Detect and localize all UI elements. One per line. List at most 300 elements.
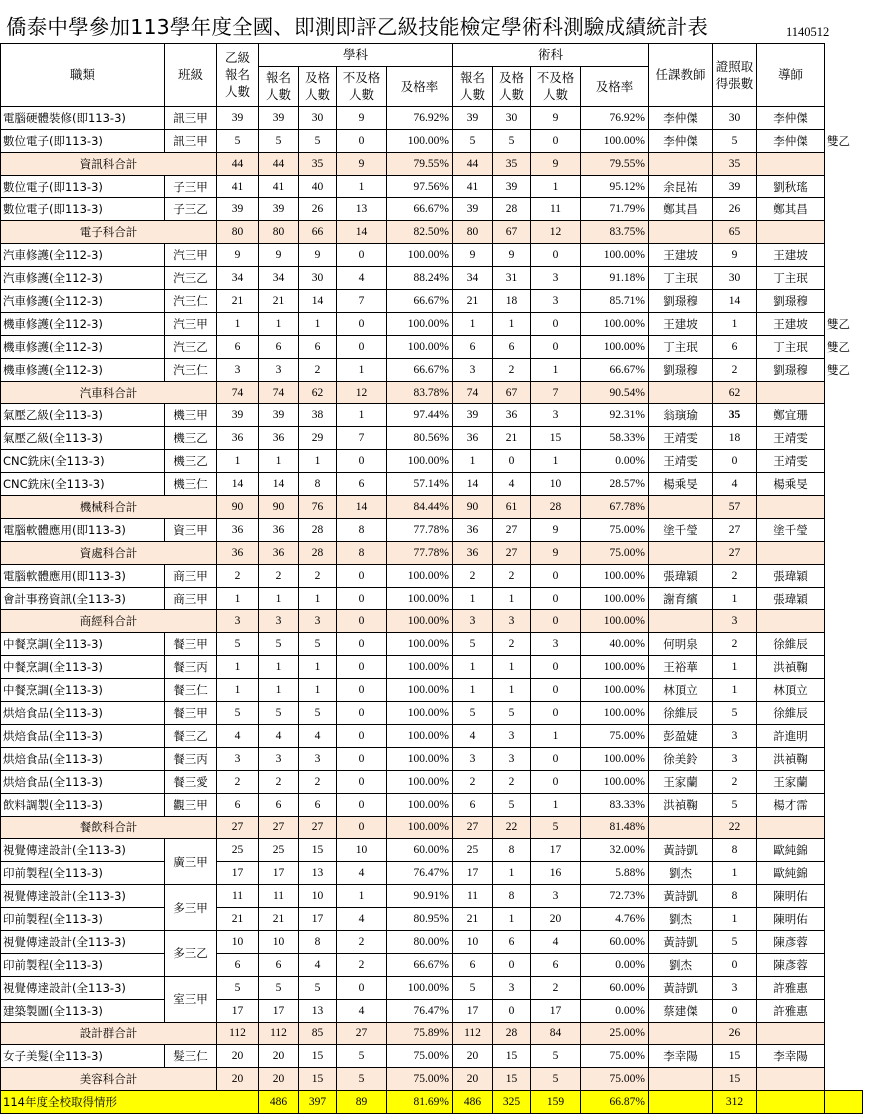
class-cell: 餐三丙 bbox=[165, 747, 217, 770]
subtotal-label: 設計群合計 bbox=[1, 1022, 217, 1045]
spacer-cell bbox=[825, 816, 863, 839]
note-cell: 雙乙 bbox=[827, 133, 850, 148]
academic-reg-cell: 1 bbox=[259, 656, 299, 679]
header-class: 班級 bbox=[165, 44, 217, 107]
practical-fail-cell: 1 bbox=[531, 358, 581, 381]
practical-fail-cell: 0 bbox=[531, 747, 581, 770]
practical-reg-cell: 74 bbox=[453, 381, 493, 404]
class-cell: 汽三仁 bbox=[165, 290, 217, 313]
registered-cell: 36 bbox=[217, 427, 259, 450]
practical-pass-cell: 1 bbox=[493, 312, 531, 335]
program-cell: 烘焙食品(全113-3) bbox=[1, 702, 165, 725]
academic-reg-cell: 10 bbox=[259, 930, 299, 953]
academic-reg-cell: 36 bbox=[259, 427, 299, 450]
practical-pass-cell: 28 bbox=[493, 198, 531, 221]
academic-reg-cell: 34 bbox=[259, 267, 299, 290]
registered-cell: 20 bbox=[217, 1068, 259, 1091]
registered-cell: 1 bbox=[217, 587, 259, 610]
academic-reg-cell: 6 bbox=[259, 953, 299, 976]
practical-reg-cell: 3 bbox=[453, 610, 493, 633]
academic-reg-cell: 21 bbox=[259, 290, 299, 313]
academic-pass-cell: 9 bbox=[299, 244, 337, 267]
practical-fail-cell: 12 bbox=[531, 221, 581, 244]
academic-rate-cell: 66.67% bbox=[387, 358, 453, 381]
mentor-cell bbox=[757, 152, 825, 175]
academic-reg-cell: 11 bbox=[259, 885, 299, 908]
practical-pass-cell: 67 bbox=[493, 381, 531, 404]
practical-pass-cell: 18 bbox=[493, 290, 531, 313]
practical-fail-cell: 1 bbox=[531, 793, 581, 816]
registered-cell: 39 bbox=[217, 404, 259, 427]
class-cell: 汽三乙 bbox=[165, 335, 217, 358]
mentor-cell bbox=[757, 541, 825, 564]
program-cell: 汽車修護(全112-3) bbox=[1, 267, 165, 290]
academic-pass-cell: 14 bbox=[299, 290, 337, 313]
registered-cell: 17 bbox=[217, 862, 259, 885]
practical-rate-cell: 100.00% bbox=[581, 679, 649, 702]
academic-reg-cell: 5 bbox=[259, 702, 299, 725]
program-cell: 氣壓乙級(全113-3) bbox=[1, 427, 165, 450]
registered-cell: 3 bbox=[217, 747, 259, 770]
practical-fail-cell: 1 bbox=[531, 724, 581, 747]
practical-fail-cell: 1 bbox=[531, 450, 581, 473]
class-cell: 廣三甲 bbox=[165, 839, 217, 885]
header-practical-fail: 不及格人數 bbox=[531, 66, 581, 106]
subtotal-row bbox=[1, 221, 863, 244]
teacher-cell: 劉杰 bbox=[649, 908, 713, 931]
practical-rate-cell: 83.75% bbox=[581, 221, 649, 244]
practical-rate-cell: 91.18% bbox=[581, 267, 649, 290]
subtotal-label: 電子科合計 bbox=[1, 221, 217, 244]
mentor-cell bbox=[757, 496, 825, 519]
certs-cell: 1 bbox=[713, 587, 757, 610]
registered-cell: 17 bbox=[217, 999, 259, 1022]
academic-fail-cell: 13 bbox=[337, 198, 387, 221]
practical-fail-cell: 159 bbox=[531, 1091, 581, 1114]
note-cell bbox=[825, 450, 863, 473]
class-cell: 子三甲 bbox=[165, 175, 217, 198]
academic-reg-cell: 74 bbox=[259, 381, 299, 404]
teacher-cell: 劉杰 bbox=[649, 953, 713, 976]
academic-rate-cell: 83.78% bbox=[387, 381, 453, 404]
academic-pass-cell: 29 bbox=[299, 427, 337, 450]
academic-fail-cell: 1 bbox=[337, 175, 387, 198]
academic-rate-cell: 66.67% bbox=[387, 953, 453, 976]
mentor-cell bbox=[757, 381, 825, 404]
practical-pass-cell: 2 bbox=[493, 358, 531, 381]
class-cell: 餐三丙 bbox=[165, 656, 217, 679]
practical-rate-cell: 0.00% bbox=[581, 953, 649, 976]
note-cell bbox=[825, 953, 863, 976]
teacher-cell: 李仲傑 bbox=[649, 129, 713, 152]
table-row bbox=[1, 908, 863, 931]
academic-reg-cell: 3 bbox=[259, 747, 299, 770]
table-row bbox=[1, 335, 863, 358]
academic-fail-cell: 4 bbox=[337, 267, 387, 290]
academic-rate-cell: 100.00% bbox=[387, 816, 453, 839]
academic-fail-cell: 89 bbox=[337, 1091, 387, 1114]
practical-rate-cell: 100.00% bbox=[581, 770, 649, 793]
academic-pass-cell: 397 bbox=[299, 1091, 337, 1114]
academic-fail-cell: 2 bbox=[337, 953, 387, 976]
practical-reg-cell: 1 bbox=[453, 656, 493, 679]
academic-pass-cell: 17 bbox=[299, 908, 337, 931]
academic-fail-cell: 0 bbox=[337, 747, 387, 770]
program-cell: 視覺傳達設計(全113-3) bbox=[1, 885, 165, 908]
academic-pass-cell: 1 bbox=[299, 450, 337, 473]
certs-cell: 65 bbox=[713, 221, 757, 244]
practical-pass-cell: 4 bbox=[493, 473, 531, 496]
class-cell: 汽三甲 bbox=[165, 244, 217, 267]
table-row bbox=[1, 885, 863, 908]
mentor-cell: 李幸陽 bbox=[757, 1045, 825, 1068]
note-cell bbox=[825, 976, 863, 999]
mentor-cell: 林頂立 bbox=[757, 679, 825, 702]
practical-fail-cell: 0 bbox=[531, 702, 581, 725]
practical-rate-cell: 60.00% bbox=[581, 930, 649, 953]
note-cell bbox=[825, 564, 863, 587]
note-cell: 雙乙 bbox=[827, 339, 850, 354]
teacher-cell bbox=[649, 152, 713, 175]
academic-fail-cell: 4 bbox=[337, 908, 387, 931]
mentor-cell: 洪禎鞠 bbox=[757, 656, 825, 679]
practical-fail-cell: 0 bbox=[531, 679, 581, 702]
spacer-cell bbox=[825, 496, 863, 519]
academic-pass-cell: 6 bbox=[299, 335, 337, 358]
certs-cell: 0 bbox=[713, 953, 757, 976]
practical-reg-cell: 17 bbox=[453, 999, 493, 1022]
subtotal-row bbox=[1, 816, 863, 839]
academic-pass-cell: 1 bbox=[299, 656, 337, 679]
practical-pass-cell: 3 bbox=[493, 747, 531, 770]
academic-rate-cell: 84.44% bbox=[387, 496, 453, 519]
teacher-cell: 王靖雯 bbox=[649, 450, 713, 473]
program-cell: 汽車修護(全112-3) bbox=[1, 244, 165, 267]
program-cell: 烘焙食品(全113-3) bbox=[1, 747, 165, 770]
practical-pass-cell: 35 bbox=[493, 152, 531, 175]
practical-rate-cell: 0.00% bbox=[581, 450, 649, 473]
class-cell: 觀三甲 bbox=[165, 793, 217, 816]
mentor-cell: 鄭其昌 bbox=[757, 198, 825, 221]
teacher-cell: 何明泉 bbox=[649, 633, 713, 656]
academic-fail-cell: 8 bbox=[337, 518, 387, 541]
academic-fail-cell: 0 bbox=[337, 244, 387, 267]
registered-cell: 90 bbox=[217, 496, 259, 519]
academic-fail-cell: 0 bbox=[337, 702, 387, 725]
practical-reg-cell: 36 bbox=[453, 518, 493, 541]
registered-cell: 3 bbox=[217, 610, 259, 633]
practical-pass-cell: 1 bbox=[493, 656, 531, 679]
mentor-cell: 徐維辰 bbox=[757, 633, 825, 656]
class-cell: 汽三仁 bbox=[165, 358, 217, 381]
registered-cell: 5 bbox=[217, 633, 259, 656]
practical-reg-cell: 4 bbox=[453, 724, 493, 747]
practical-reg-cell: 6 bbox=[453, 953, 493, 976]
practical-reg-cell: 11 bbox=[453, 885, 493, 908]
note-cell bbox=[825, 656, 863, 679]
academic-fail-cell: 0 bbox=[337, 564, 387, 587]
program-cell: 數位電子(即113-3) bbox=[1, 175, 165, 198]
academic-pass-cell: 4 bbox=[299, 953, 337, 976]
certs-cell: 30 bbox=[713, 106, 757, 129]
certs-cell: 35 bbox=[713, 152, 757, 175]
teacher-cell bbox=[649, 816, 713, 839]
mentor-cell: 陳彥蓉 bbox=[757, 930, 825, 953]
certs-cell: 15 bbox=[713, 1045, 757, 1068]
practical-rate-cell: 76.92% bbox=[581, 106, 649, 129]
certs-cell: 1 bbox=[713, 656, 757, 679]
header-practical-reg: 報名人數 bbox=[453, 66, 493, 106]
subtotal-label: 商經科合計 bbox=[1, 610, 217, 633]
practical-reg-cell: 2 bbox=[453, 564, 493, 587]
header-practical: 術科 bbox=[453, 44, 649, 67]
practical-reg-cell: 36 bbox=[453, 541, 493, 564]
subtotal-label: 汽車科合計 bbox=[1, 381, 217, 404]
practical-rate-cell: 85.71% bbox=[581, 290, 649, 313]
academic-rate-cell: 81.69% bbox=[387, 1091, 453, 1114]
teacher-cell bbox=[649, 1022, 713, 1045]
table-row bbox=[1, 770, 863, 793]
note-cell bbox=[825, 770, 863, 793]
teacher-cell: 彭盈婕 bbox=[649, 724, 713, 747]
academic-rate-cell: 100.00% bbox=[387, 747, 453, 770]
academic-fail-cell: 9 bbox=[337, 106, 387, 129]
spacer-cell bbox=[825, 610, 863, 633]
teacher-cell bbox=[649, 496, 713, 519]
class-cell: 餐三愛 bbox=[165, 770, 217, 793]
academic-pass-cell: 38 bbox=[299, 404, 337, 427]
note-cell bbox=[825, 198, 863, 221]
academic-fail-cell: 0 bbox=[337, 587, 387, 610]
practical-fail-cell: 5 bbox=[531, 1068, 581, 1091]
teacher-cell bbox=[649, 541, 713, 564]
academic-pass-cell: 1 bbox=[299, 312, 337, 335]
registered-cell: 6 bbox=[217, 793, 259, 816]
mentor-cell: 陳彥蓉 bbox=[757, 953, 825, 976]
practical-fail-cell: 15 bbox=[531, 427, 581, 450]
certs-cell: 22 bbox=[713, 816, 757, 839]
mentor-cell: 王靖雯 bbox=[757, 427, 825, 450]
registered-cell: 5 bbox=[217, 702, 259, 725]
teacher-cell: 劉璟穆 bbox=[649, 290, 713, 313]
academic-rate-cell: 100.00% bbox=[387, 312, 453, 335]
academic-pass-cell: 5 bbox=[299, 129, 337, 152]
mentor-cell: 王靖雯 bbox=[757, 450, 825, 473]
table-row bbox=[1, 450, 863, 473]
teacher-cell: 洪禎鞠 bbox=[649, 793, 713, 816]
teacher-cell: 王家蘭 bbox=[649, 770, 713, 793]
mentor-cell bbox=[757, 221, 825, 244]
certs-cell: 1 bbox=[713, 908, 757, 931]
practical-pass-cell: 5 bbox=[493, 702, 531, 725]
note-cell bbox=[825, 885, 863, 908]
program-cell: 印前製程(全113-3) bbox=[1, 908, 165, 931]
practical-reg-cell: 6 bbox=[453, 793, 493, 816]
mentor-cell: 陳明佑 bbox=[757, 908, 825, 931]
academic-pass-cell: 6 bbox=[299, 793, 337, 816]
table-row bbox=[1, 862, 863, 885]
academic-reg-cell: 41 bbox=[259, 175, 299, 198]
practical-fail-cell: 84 bbox=[531, 1022, 581, 1045]
practical-pass-cell: 36 bbox=[493, 404, 531, 427]
academic-reg-cell: 3 bbox=[259, 610, 299, 633]
academic-pass-cell: 8 bbox=[299, 473, 337, 496]
academic-fail-cell: 7 bbox=[337, 290, 387, 313]
practical-pass-cell: 28 bbox=[493, 1022, 531, 1045]
academic-reg-cell: 27 bbox=[259, 816, 299, 839]
academic-rate-cell: 75.89% bbox=[387, 1022, 453, 1045]
registered-cell: 27 bbox=[217, 816, 259, 839]
certs-cell: 3 bbox=[713, 976, 757, 999]
academic-pass-cell: 35 bbox=[299, 152, 337, 175]
practical-fail-cell: 5 bbox=[531, 816, 581, 839]
practical-pass-cell: 67 bbox=[493, 221, 531, 244]
certs-cell: 35 bbox=[713, 404, 757, 427]
practical-fail-cell: 0 bbox=[531, 656, 581, 679]
mentor-cell: 塗千瑩 bbox=[757, 518, 825, 541]
certs-cell: 26 bbox=[713, 1022, 757, 1045]
academic-pass-cell: 13 bbox=[299, 999, 337, 1022]
academic-rate-cell: 100.00% bbox=[387, 679, 453, 702]
practical-reg-cell: 1 bbox=[453, 587, 493, 610]
practical-reg-cell: 5 bbox=[453, 976, 493, 999]
practical-reg-cell: 1 bbox=[453, 312, 493, 335]
practical-fail-cell: 0 bbox=[531, 587, 581, 610]
certs-cell: 1 bbox=[713, 862, 757, 885]
registered-cell: 1 bbox=[217, 679, 259, 702]
academic-pass-cell: 8 bbox=[299, 930, 337, 953]
practical-pass-cell: 15 bbox=[493, 1045, 531, 1068]
certs-cell: 1 bbox=[713, 312, 757, 335]
academic-fail-cell: 8 bbox=[337, 541, 387, 564]
class-cell: 汽三乙 bbox=[165, 267, 217, 290]
academic-pass-cell: 30 bbox=[299, 106, 337, 129]
program-cell: 中餐烹調(全113-3) bbox=[1, 679, 165, 702]
practical-fail-cell: 11 bbox=[531, 198, 581, 221]
practical-rate-cell: 66.67% bbox=[581, 358, 649, 381]
practical-pass-cell: 3 bbox=[493, 724, 531, 747]
certs-cell: 30 bbox=[713, 267, 757, 290]
certs-cell: 3 bbox=[713, 610, 757, 633]
practical-reg-cell: 39 bbox=[453, 404, 493, 427]
program-cell: 電腦硬體裝修(即113-3) bbox=[1, 106, 165, 129]
subtotal-label: 機械科合計 bbox=[1, 496, 217, 519]
table-row bbox=[1, 976, 863, 999]
practical-reg-cell: 21 bbox=[453, 290, 493, 313]
note-cell bbox=[825, 587, 863, 610]
table-row bbox=[1, 587, 863, 610]
academic-fail-cell: 0 bbox=[337, 793, 387, 816]
registered-cell: 1 bbox=[217, 312, 259, 335]
academic-fail-cell: 1 bbox=[337, 404, 387, 427]
spacer-cell bbox=[825, 1068, 863, 1091]
registered-cell: 20 bbox=[217, 1045, 259, 1068]
note-cell bbox=[825, 999, 863, 1022]
practical-reg-cell: 112 bbox=[453, 1022, 493, 1045]
certs-cell: 15 bbox=[713, 1068, 757, 1091]
registered-cell: 9 bbox=[217, 244, 259, 267]
academic-rate-cell: 79.55% bbox=[387, 152, 453, 175]
mentor-cell: 徐維辰 bbox=[757, 702, 825, 725]
practical-reg-cell: 5 bbox=[453, 702, 493, 725]
academic-fail-cell: 6 bbox=[337, 473, 387, 496]
mentor-cell: 許進明 bbox=[757, 724, 825, 747]
class-cell: 機三乙 bbox=[165, 450, 217, 473]
table-row bbox=[1, 747, 863, 770]
mentor-cell bbox=[757, 610, 825, 633]
note-cell bbox=[825, 679, 863, 702]
header-registered: 乙級報名人數 bbox=[217, 44, 259, 107]
practical-fail-cell: 3 bbox=[531, 267, 581, 290]
program-cell: 烘焙食品(全113-3) bbox=[1, 770, 165, 793]
header-academic-pass: 及格人數 bbox=[299, 66, 337, 106]
registered-cell: 36 bbox=[217, 541, 259, 564]
registered-cell: 6 bbox=[217, 335, 259, 358]
academic-reg-cell: 21 bbox=[259, 908, 299, 931]
practical-rate-cell: 100.00% bbox=[581, 656, 649, 679]
academic-reg-cell: 5 bbox=[259, 129, 299, 152]
table-row bbox=[1, 633, 863, 656]
practical-fail-cell: 0 bbox=[531, 129, 581, 152]
note-cell bbox=[825, 267, 863, 290]
class-cell: 機三乙 bbox=[165, 427, 217, 450]
practical-reg-cell: 20 bbox=[453, 1045, 493, 1068]
practical-rate-cell: 92.31% bbox=[581, 404, 649, 427]
practical-reg-cell: 41 bbox=[453, 175, 493, 198]
certs-cell: 0 bbox=[713, 450, 757, 473]
header-practical-rate: 及格率 bbox=[581, 66, 649, 106]
program-cell: 氣壓乙級(全113-3) bbox=[1, 404, 165, 427]
program-cell: 電腦軟體應用(即113-3) bbox=[1, 564, 165, 587]
academic-rate-cell: 100.00% bbox=[387, 633, 453, 656]
practical-rate-cell: 4.76% bbox=[581, 908, 649, 931]
academic-pass-cell: 30 bbox=[299, 267, 337, 290]
practical-reg-cell: 3 bbox=[453, 747, 493, 770]
academic-fail-cell: 10 bbox=[337, 839, 387, 862]
subtotal-row bbox=[1, 1068, 863, 1091]
mentor-cell: 劉璟穆 bbox=[757, 358, 825, 381]
academic-pass-cell: 85 bbox=[299, 1022, 337, 1045]
teacher-cell bbox=[649, 381, 713, 404]
practical-pass-cell: 15 bbox=[493, 1068, 531, 1091]
academic-rate-cell: 60.00% bbox=[387, 839, 453, 862]
academic-fail-cell: 14 bbox=[337, 221, 387, 244]
document-number: 1140512 bbox=[786, 25, 830, 39]
academic-pass-cell: 28 bbox=[299, 518, 337, 541]
practical-pass-cell: 1 bbox=[493, 908, 531, 931]
registered-cell: 5 bbox=[217, 129, 259, 152]
academic-reg-cell: 486 bbox=[259, 1091, 299, 1114]
note-cell bbox=[825, 1045, 863, 1068]
practical-pass-cell: 31 bbox=[493, 267, 531, 290]
table-row bbox=[1, 1045, 863, 1068]
academic-reg-cell: 20 bbox=[259, 1045, 299, 1068]
academic-reg-cell: 1 bbox=[259, 587, 299, 610]
note-cell bbox=[825, 747, 863, 770]
mentor-cell: 王建坡 bbox=[757, 312, 825, 335]
registered-cell: 41 bbox=[217, 175, 259, 198]
program-cell: 數位電子(即113-3) bbox=[1, 129, 165, 152]
table-row bbox=[1, 839, 863, 862]
academic-reg-cell: 5 bbox=[259, 633, 299, 656]
certs-cell: 57 bbox=[713, 496, 757, 519]
academic-fail-cell: 0 bbox=[337, 129, 387, 152]
academic-pass-cell: 15 bbox=[299, 839, 337, 862]
note-cell: 雙乙 bbox=[827, 362, 850, 377]
mentor-cell bbox=[757, 816, 825, 839]
academic-rate-cell: 100.00% bbox=[387, 724, 453, 747]
academic-reg-cell: 90 bbox=[259, 496, 299, 519]
